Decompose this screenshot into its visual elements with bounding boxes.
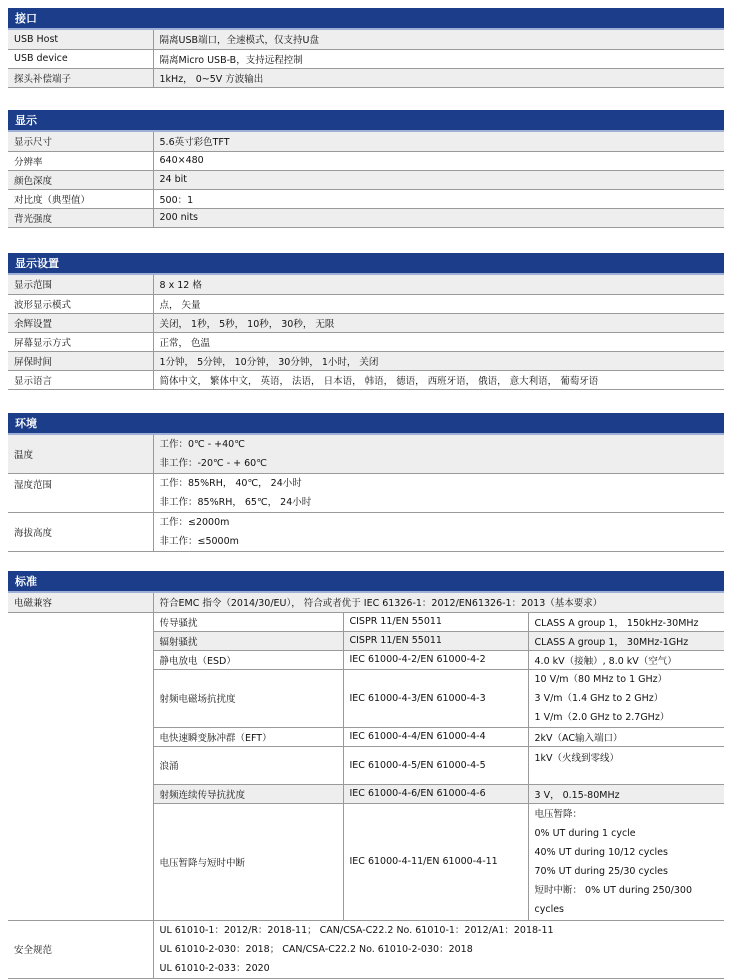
value-line: 工作：0℃ - +40℃	[159, 439, 245, 450]
emc-test-name: 浪涌	[153, 746, 343, 784]
row-label: 海拔高度	[8, 513, 153, 552]
table-row	[8, 474, 724, 513]
row-value: 1分钟， 5分钟， 10分钟， 30分钟， 1小时， 关闭	[153, 351, 724, 370]
table-row	[8, 49, 724, 68]
row-label: 显示尺寸	[8, 132, 153, 151]
table-row	[8, 313, 724, 332]
table-row	[8, 351, 724, 370]
standards-header: 标准	[8, 571, 724, 593]
table-row	[8, 132, 724, 151]
emc-test-level	[528, 669, 724, 727]
value-line: 工作：≤2000m	[159, 517, 230, 528]
row-value: 正常， 色温	[153, 332, 724, 351]
emc-test-standard: IEC 61000-4-6/EN 61000-4-6	[343, 784, 528, 803]
table-row	[8, 189, 724, 208]
emc-test-name: 射频连续传导抗扰度	[153, 784, 343, 803]
row-label: 温度	[8, 435, 153, 474]
value-line: 短时中断： 0% UT during 250/300	[534, 884, 693, 896]
emc-label: 电磁兼容	[8, 593, 153, 612]
table-row	[8, 208, 724, 227]
row-value: 5.6英寸彩色TFT	[153, 132, 724, 151]
row-label: 分辨率	[8, 151, 153, 170]
table-row	[8, 920, 724, 978]
table-row	[8, 170, 724, 189]
table-row	[8, 332, 724, 351]
emc-test-level: 4.0 kV（接触）, 8.0 kV（空气）	[528, 650, 724, 669]
value-line: 0% UT during 1 cycle	[534, 827, 636, 839]
row-value: 点， 矢量	[153, 294, 724, 313]
table-row	[8, 275, 724, 294]
row-label: 余辉设置	[8, 313, 153, 332]
table-row	[8, 151, 724, 170]
emc-label-spacer	[8, 612, 153, 920]
row-value: 关闭， 1秒， 5秒， 10秒， 30秒， 无限	[153, 313, 724, 332]
emc-test-name: 静电放电（ESD）	[153, 650, 343, 669]
value-line: 1 V/m（2.0 GHz to 2.7GHz）	[534, 711, 670, 723]
safety-label: 安全规范	[8, 920, 153, 978]
emc-test-level: 2kV（AC输入端口）	[528, 727, 724, 746]
value-line: cycles	[534, 903, 565, 915]
row-value: 640×480	[153, 151, 724, 170]
row-value	[153, 474, 724, 513]
value-line: 非工作：85%RH， 65℃， 24小时	[159, 497, 312, 508]
row-label: USB Host	[8, 30, 153, 49]
value-line: 非工作：-20℃ - + 60℃	[159, 458, 267, 469]
row-label: 屏保时间	[8, 351, 153, 370]
emc-test-name: 辐射骚扰	[153, 631, 343, 650]
environment-table	[8, 435, 724, 552]
emc-test-name: 电压暂降与短时中断	[153, 803, 343, 920]
display-settings-section	[8, 253, 724, 390]
display-header: 显示	[8, 110, 724, 132]
emc-test-standard: IEC 61000-4-3/EN 61000-4-3	[343, 669, 528, 727]
emc-test-name: 电快速瞬变脉冲群（EFT）	[153, 727, 343, 746]
row-label: 屏幕显示方式	[8, 332, 153, 351]
emc-test-name: 传导骚扰	[153, 612, 343, 631]
emc-test-standard: CISPR 11/EN 55011	[343, 612, 528, 631]
value-line: 3 V/m（1.4 GHz to 2 GHz）	[534, 692, 664, 704]
row-label: 显示范围	[8, 275, 153, 294]
environment-header: 环境	[8, 413, 724, 435]
value-line: 非工作：≤5000m	[159, 536, 239, 547]
value-line: UL 61010-2-030：2018； CAN/CSA-C22.2 No. 61010-2-030：2018	[159, 943, 473, 955]
row-label: 探头补偿端子	[8, 68, 153, 87]
standards-table	[8, 593, 724, 979]
display-table	[8, 132, 724, 228]
table-row	[8, 435, 724, 474]
value-line: UL 61010-1：2012/R：2018-11； CAN/CSA-C22.2 No. 61010-1：2012/A1：2018-11	[159, 924, 554, 936]
value-line: 电压暂降：	[534, 808, 583, 820]
environment-section	[8, 413, 724, 552]
table-row	[8, 30, 724, 49]
safety-value	[153, 920, 724, 978]
row-label: USB device	[8, 49, 153, 68]
row-label: 湿度范围	[8, 474, 153, 513]
interface-header: 接口	[8, 8, 724, 30]
standards-section	[8, 571, 724, 979]
value-line: UL 61010-2-033：2020	[159, 962, 270, 974]
display-section	[8, 110, 724, 228]
emc-test-standard: IEC 61000-4-11/EN 61000-4-11	[343, 803, 528, 920]
row-value: 1kHz， 0~5V 方波输出	[153, 68, 724, 87]
emc-test-standard: CISPR 11/EN 55011	[343, 631, 528, 650]
row-value	[153, 435, 724, 474]
row-label: 对比度（典型值）	[8, 189, 153, 208]
emc-test-level: CLASS A group 1， 30MHz-1GHz	[528, 631, 724, 650]
emc-test-level: 3 V， 0.15-80MHz	[528, 784, 724, 803]
interface-table	[8, 30, 724, 88]
table-row	[8, 513, 724, 552]
emc-test-standard: IEC 61000-4-4/EN 61000-4-4	[343, 727, 528, 746]
row-value: 24 bit	[153, 170, 724, 189]
value-line: 70% UT during 25/30 cycles	[534, 865, 668, 877]
row-value: 200 nits	[153, 208, 724, 227]
emc-test-level: CLASS A group 1， 150kHz-30MHz	[528, 612, 724, 631]
row-label: 背光强度	[8, 208, 153, 227]
row-label: 颜色深度	[8, 170, 153, 189]
emc-test-standard: IEC 61000-4-5/EN 61000-4-5	[343, 746, 528, 784]
table-row	[8, 68, 724, 87]
row-label: 显示语言	[8, 370, 153, 389]
row-value: 隔离USB端口，全速模式，仅支持U盘	[153, 30, 724, 49]
emc-test-standard: IEC 61000-4-2/EN 61000-4-2	[343, 650, 528, 669]
table-row	[8, 294, 724, 313]
row-value: 隔离Micro USB-B，支持远程控制	[153, 49, 724, 68]
display-settings-header: 显示设置	[8, 253, 724, 275]
emc-summary: 符合EMC 指令（2014/30/EU）， 符合或者优于 IEC 61326-1：2012/EN61326-1：2013（基本要求）	[153, 593, 724, 612]
value-line: 工作：85%RH， 40℃， 24小时	[159, 478, 302, 489]
row-label: 波形显示模式	[8, 294, 153, 313]
emc-test-level	[528, 803, 724, 920]
table-row	[8, 370, 724, 389]
row-value: 8 x 12 格	[153, 275, 724, 294]
emc-test-level: 1kV（火线到零线）	[528, 746, 724, 784]
table-row	[8, 593, 724, 612]
row-value	[153, 513, 724, 552]
value-line: 10 V/m（80 MHz to 1 GHz）	[534, 673, 668, 685]
row-value: 500：1	[153, 189, 724, 208]
display-settings-table	[8, 275, 724, 390]
table-row	[8, 612, 724, 631]
emc-test-name: 射频电磁场抗扰度	[153, 669, 343, 727]
interface-section	[8, 8, 724, 88]
value-line: 40% UT during 10/12 cycles	[534, 846, 668, 858]
row-value: 简体中文， 繁体中文， 英语， 法语， 日本语， 韩语， 德语， 西班牙语， 俄语， 意大利语， 葡萄牙语	[153, 370, 724, 389]
